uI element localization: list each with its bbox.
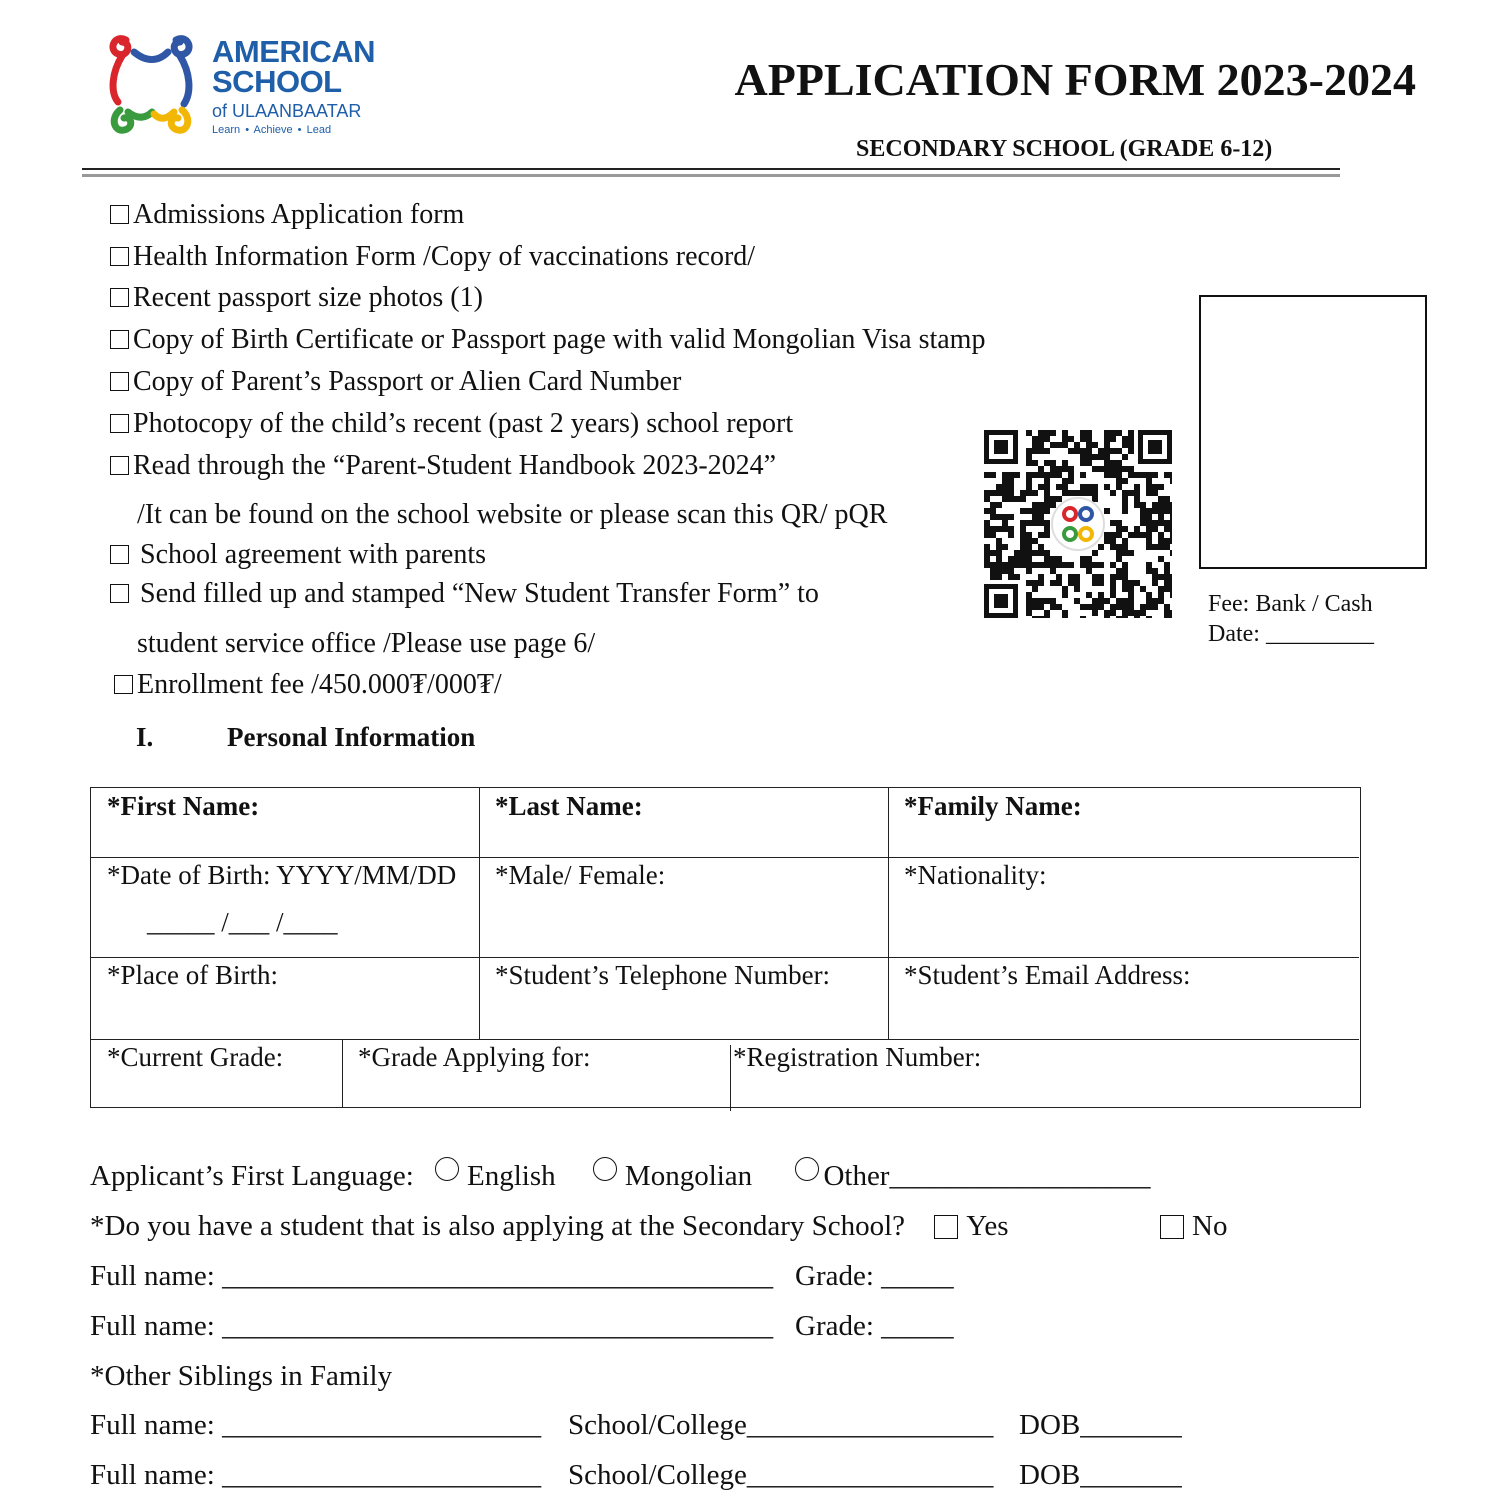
applicant-sibling-grade[interactable]: Grade: _____ [795,1310,954,1342]
page-subtitle: SECONDARY SCHOOL (GRADE 6-12) [856,136,1273,162]
checkbox-no[interactable] [1160,1215,1184,1239]
checklist-label: Send filled up and stamped “New Student Transfer Form” to [133,578,819,609]
registration-number-field[interactable]: *Registration Number: [733,1042,982,1072]
checklist-label: Copy of Birth Certificate or Passport page with valid Mongolian Visa stamp [133,324,986,355]
radio-label-english: English [467,1160,556,1192]
school-logo-icon [106,32,196,142]
checklist-item [110,407,793,441]
radio-english[interactable] [435,1157,459,1181]
date-of-birth-field[interactable]: *Date of Birth: YYYY/MM/DD [107,860,457,890]
checkbox-label-no: No [1192,1210,1228,1242]
checklist-item [110,323,985,357]
other-sibling-dob[interactable]: DOB_______ [1019,1409,1182,1441]
sibling-question-no [1160,1208,1227,1244]
logo-tagline: Learn • Achieve • Lead [212,124,332,136]
email-field[interactable]: *Student’s Email Address: [904,960,1191,990]
checklist-label: Recent passport size photos (1) [133,282,483,313]
checklist-label: Photocopy of the child’s recent (past 2 years) school report [133,408,794,439]
checklist-item [114,668,502,702]
checklist-label: Read through the “Parent-Student Handbook 2023-2024” [133,450,777,481]
nationality-field[interactable]: *Nationality: [904,860,1047,890]
handbook-note: /It can be found on the school website or please scan this QR/ pQR [137,499,888,530]
checklist-item [110,449,776,483]
first-language-row [90,1157,1150,1194]
logo-text-school: SCHOOL [212,64,342,99]
first-language-label: Applicant’s First Language: [90,1160,414,1192]
applicant-sibling-name[interactable]: Full name: ______________________________________ [90,1310,774,1342]
radio-mongolian[interactable] [593,1157,617,1181]
table-rule [479,788,480,1040]
checklist-item [110,365,681,399]
transfer-note: student service office /Please use page 6/ [137,628,596,659]
header-divider [82,168,1340,170]
checklist-item [110,198,464,232]
sibling-question-label: *Do you have a student that is also applying at the Secondary School? [90,1210,906,1242]
last-name-field[interactable]: *Last Name: [495,791,643,821]
header-divider-shadow [82,174,1340,177]
date-of-birth-blank[interactable]: _____ /___ /____ [147,907,338,937]
checklist-label: Enrollment fee /450.000₮/000₮/ [137,669,502,700]
other-sibling-school[interactable]: School/College_________________ [568,1459,994,1491]
table-rule [342,1039,343,1107]
checkbox[interactable] [110,247,129,266]
checklist-item [110,538,486,572]
grade-applying-field[interactable]: *Grade Applying for: [358,1042,591,1072]
radio-other[interactable] [795,1157,819,1181]
checklist-label: Copy of Parent’s Passport or Alien Card Number [133,366,682,397]
other-siblings-heading: *Other Siblings in Family [90,1360,393,1392]
checkbox[interactable] [110,414,129,433]
radio-label-other: Other__________________ [823,1160,1151,1192]
other-sibling-dob[interactable]: DOB_______ [1019,1459,1182,1491]
photo-placeholder [1199,295,1427,569]
section-title: Personal Information [227,722,476,752]
personal-info-table [90,787,1361,1108]
table-rule [91,957,1359,958]
checklist-item [110,281,483,315]
checkbox-yes[interactable] [934,1215,958,1239]
page-title: APPLICATION FORM 2023-2024 [734,54,1416,105]
checkbox[interactable] [110,288,129,307]
checkbox[interactable] [110,456,129,475]
table-rule [730,1045,731,1111]
table-rule [91,1039,1359,1040]
table-rule [91,857,1359,858]
current-grade-field[interactable]: *Current Grade: [107,1042,284,1072]
checkbox[interactable] [110,372,129,391]
first-name-field[interactable]: *First Name: [107,791,260,821]
table-rule [888,788,889,1040]
checklist-label: School agreement with parents [133,539,487,570]
checklist-label: Admissions Application form [133,199,465,230]
sibling-question-row [90,1208,1009,1244]
checklist-item [110,240,755,274]
other-sibling-name[interactable]: Full name: ______________________ [90,1459,542,1491]
other-sibling-school[interactable]: School/College_________________ [568,1409,994,1441]
fee-label: Fee: Bank / Cash [1208,591,1373,617]
checkbox[interactable] [110,545,129,564]
other-sibling-name[interactable]: Full name: ______________________ [90,1409,542,1441]
checklist-item [110,577,819,611]
checkbox[interactable] [110,584,129,603]
checkbox-label-yes: Yes [966,1210,1009,1242]
family-name-field[interactable]: *Family Name: [904,791,1082,821]
applicant-sibling-name[interactable]: Full name: ______________________________________ [90,1260,774,1292]
checklist-label: Health Information Form /Copy of vaccinations record/ [133,241,756,272]
logo-text-american: AMERICAN [212,34,376,69]
checkbox[interactable] [110,330,129,349]
qr-code-icon[interactable] [984,430,1172,618]
section-number: I. [136,722,154,752]
checkbox[interactable] [110,205,129,224]
place-of-birth-field[interactable]: *Place of Birth: [107,960,278,990]
gender-field[interactable]: *Male/ Female: [495,860,666,890]
applicant-sibling-grade[interactable]: Grade: _____ [795,1260,954,1292]
checkbox[interactable] [114,675,133,694]
telephone-field[interactable]: *Student’s Telephone Number: [495,960,831,990]
radio-label-mongolian: Mongolian [624,1160,753,1192]
logo-text-location: of ULAANBAATAR [212,101,362,121]
date-label: Date: _________ [1208,621,1374,647]
